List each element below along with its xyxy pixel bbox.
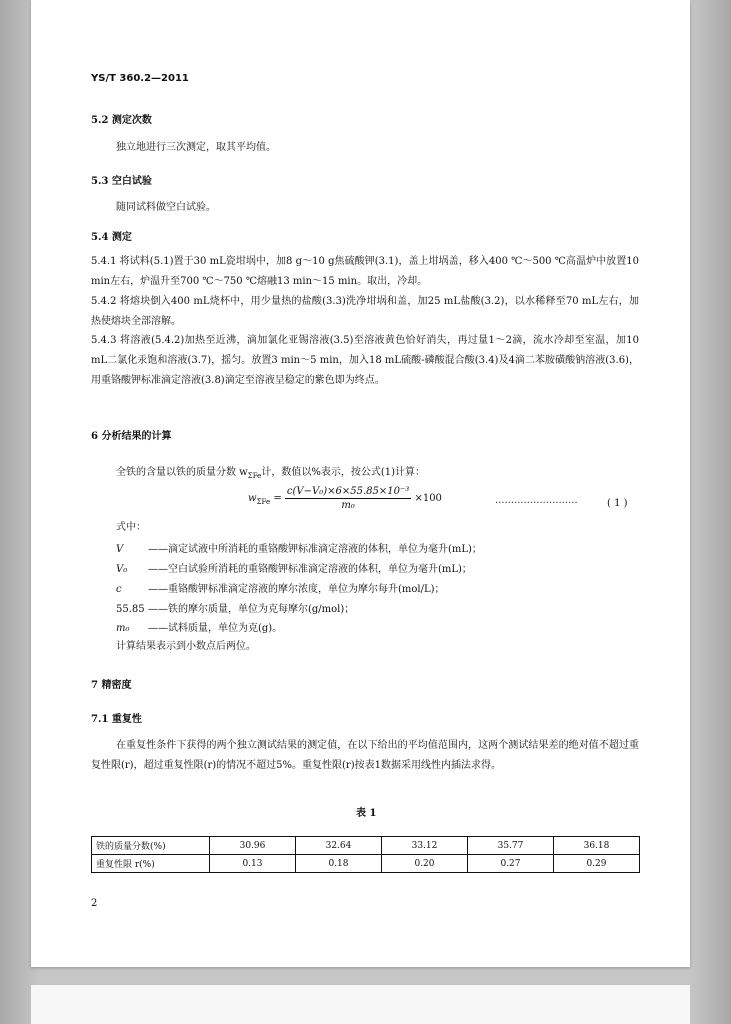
paragraph-5-4-3: 5.4.3 将溶液(5.4.2)加热至近沸，滴加氯化亚锡溶液(3.5)至溶液黄色恰好消失，再过量1～2滴，流水冷却至室温，加10 mL二氯化汞饱和溶液(3.7)，摇匀。放置3 min～5 min，加入18 mL硫酸-磷酸混合酸(3.4)及4滴二苯胺磺酸钠溶液(3.6)，用重铬酸钾标准滴定溶液(3.8)滴定至溶液呈稳定的紫色即为终点。 — [91, 335, 639, 386]
table-cell: 0.20 — [382, 855, 468, 873]
table-cell: 0.13 — [210, 855, 296, 873]
table-cell: 32.64 — [296, 837, 382, 855]
formula-dots: ·························· — [495, 498, 578, 509]
formula-number: ( 1 ) — [607, 498, 628, 509]
paragraph-5-4-2: 5.4.2 将熔块倒入400 mL烧杯中，用少量热的盐酸(3.3)洗净坩埚和盖，加25 mL盐酸(3.2)，以水稀释至70 mL左右，加热使熔块全部溶解。 — [91, 296, 639, 327]
var-row-c: c ——重铬酸钾标准滴定溶液的摩尔浓度，单位为摩尔每升(mol/L)； — [116, 584, 445, 595]
var-row-V: V ——滴定试液中所消耗的重铬酸钾标准滴定溶液的体积，单位为毫升(mL)； — [116, 544, 482, 555]
heading-7: 7 精密度 — [91, 680, 132, 691]
paragraph-7-1: 在重复性条件下获得的两个独立测试结果的测定值，在以下给出的平均值范围内，这两个测试结果差的绝对值不超过重复性限(r)，超过重复性限(r)的情况不超过5%。重复性限(r)按表1数据采用线性内插法求得。 — [91, 740, 639, 771]
formula-numerator: c(V−V₀)×6×55.85×10⁻³ — [286, 486, 410, 497]
var-row-molar-mass: 55.85 ——铁的摩尔质量，单位为克每摩尔(g/mol)； — [116, 604, 355, 615]
heading-5-2: 5.2 测定次数 — [91, 115, 152, 126]
formula-denominator: m₀ — [341, 500, 355, 511]
calc-intro: 全铁的含量以铁的质量分数 $w_{\Sigma Fe}$计，数值以%表示，按公式(1)计算： — [116, 467, 425, 480]
where-label: 式中： — [116, 522, 146, 533]
heading-7-1: 7.1 重复性 — [91, 714, 142, 725]
table-cell: 0.18 — [296, 855, 382, 873]
text-5-3: 随同试料做空白试验。 — [116, 202, 216, 213]
text-5-2: 独立地进行三次测定，取其平均值。 — [116, 142, 276, 153]
formula-times: ×100 — [414, 493, 442, 504]
next-page-edge — [31, 985, 690, 1024]
table-row-label: 铁的质量分数(%) — [92, 837, 210, 855]
var-row-V0: V₀ ——空白试验所消耗的重铬酸钾标准滴定溶液的体积，单位为毫升(mL)； — [116, 564, 472, 575]
standard-code: YS/T 360.2—2011 — [91, 73, 189, 84]
table-row-label: 重复性限 r(%) — [92, 855, 210, 873]
table-cell: 35.77 — [468, 837, 554, 855]
table-cell: 30.96 — [210, 837, 296, 855]
table-cell: 36.18 — [554, 837, 640, 855]
table-row — [92, 837, 640, 855]
heading-5-4: 5.4 测定 — [91, 232, 132, 243]
table-caption: 表 1 — [356, 808, 377, 819]
var-row-m0: m₀ ——试料质量，单位为克(g)。 — [116, 623, 283, 634]
paragraph-5-4-1: 5.4.1 将试料(5.1)置于30 mL瓷坩埚中，加8 g～10 g焦硫酸钾(3.1)，盖上坩埚盖，移入400 ℃～500 ℃高温炉中放置10 min左右，炉温升至700 ℃～750 ℃熔融13 min～15 min。取出，冷却。 — [91, 256, 639, 287]
table-cell: 33.12 — [382, 837, 468, 855]
table-cell: 0.29 — [554, 855, 640, 873]
formula-1: $w_{\Sigma Fe}$ = $\frac{\text{c(V−V₀)×6×55.85×10⁻³}}{\text{m₀}}$ ×100 — [248, 486, 442, 511]
table-cell: 0.27 — [468, 855, 554, 873]
formula-fraction — [285, 486, 411, 511]
rounding-note: 计算结果表示到小数点后两位。 — [116, 641, 256, 652]
table-1 — [91, 836, 640, 873]
heading-6: 6 分析结果的计算 — [91, 431, 172, 442]
page-number: 2 — [91, 898, 98, 909]
heading-5-3: 5.3 空白试验 — [91, 176, 152, 187]
table-row — [92, 855, 640, 873]
